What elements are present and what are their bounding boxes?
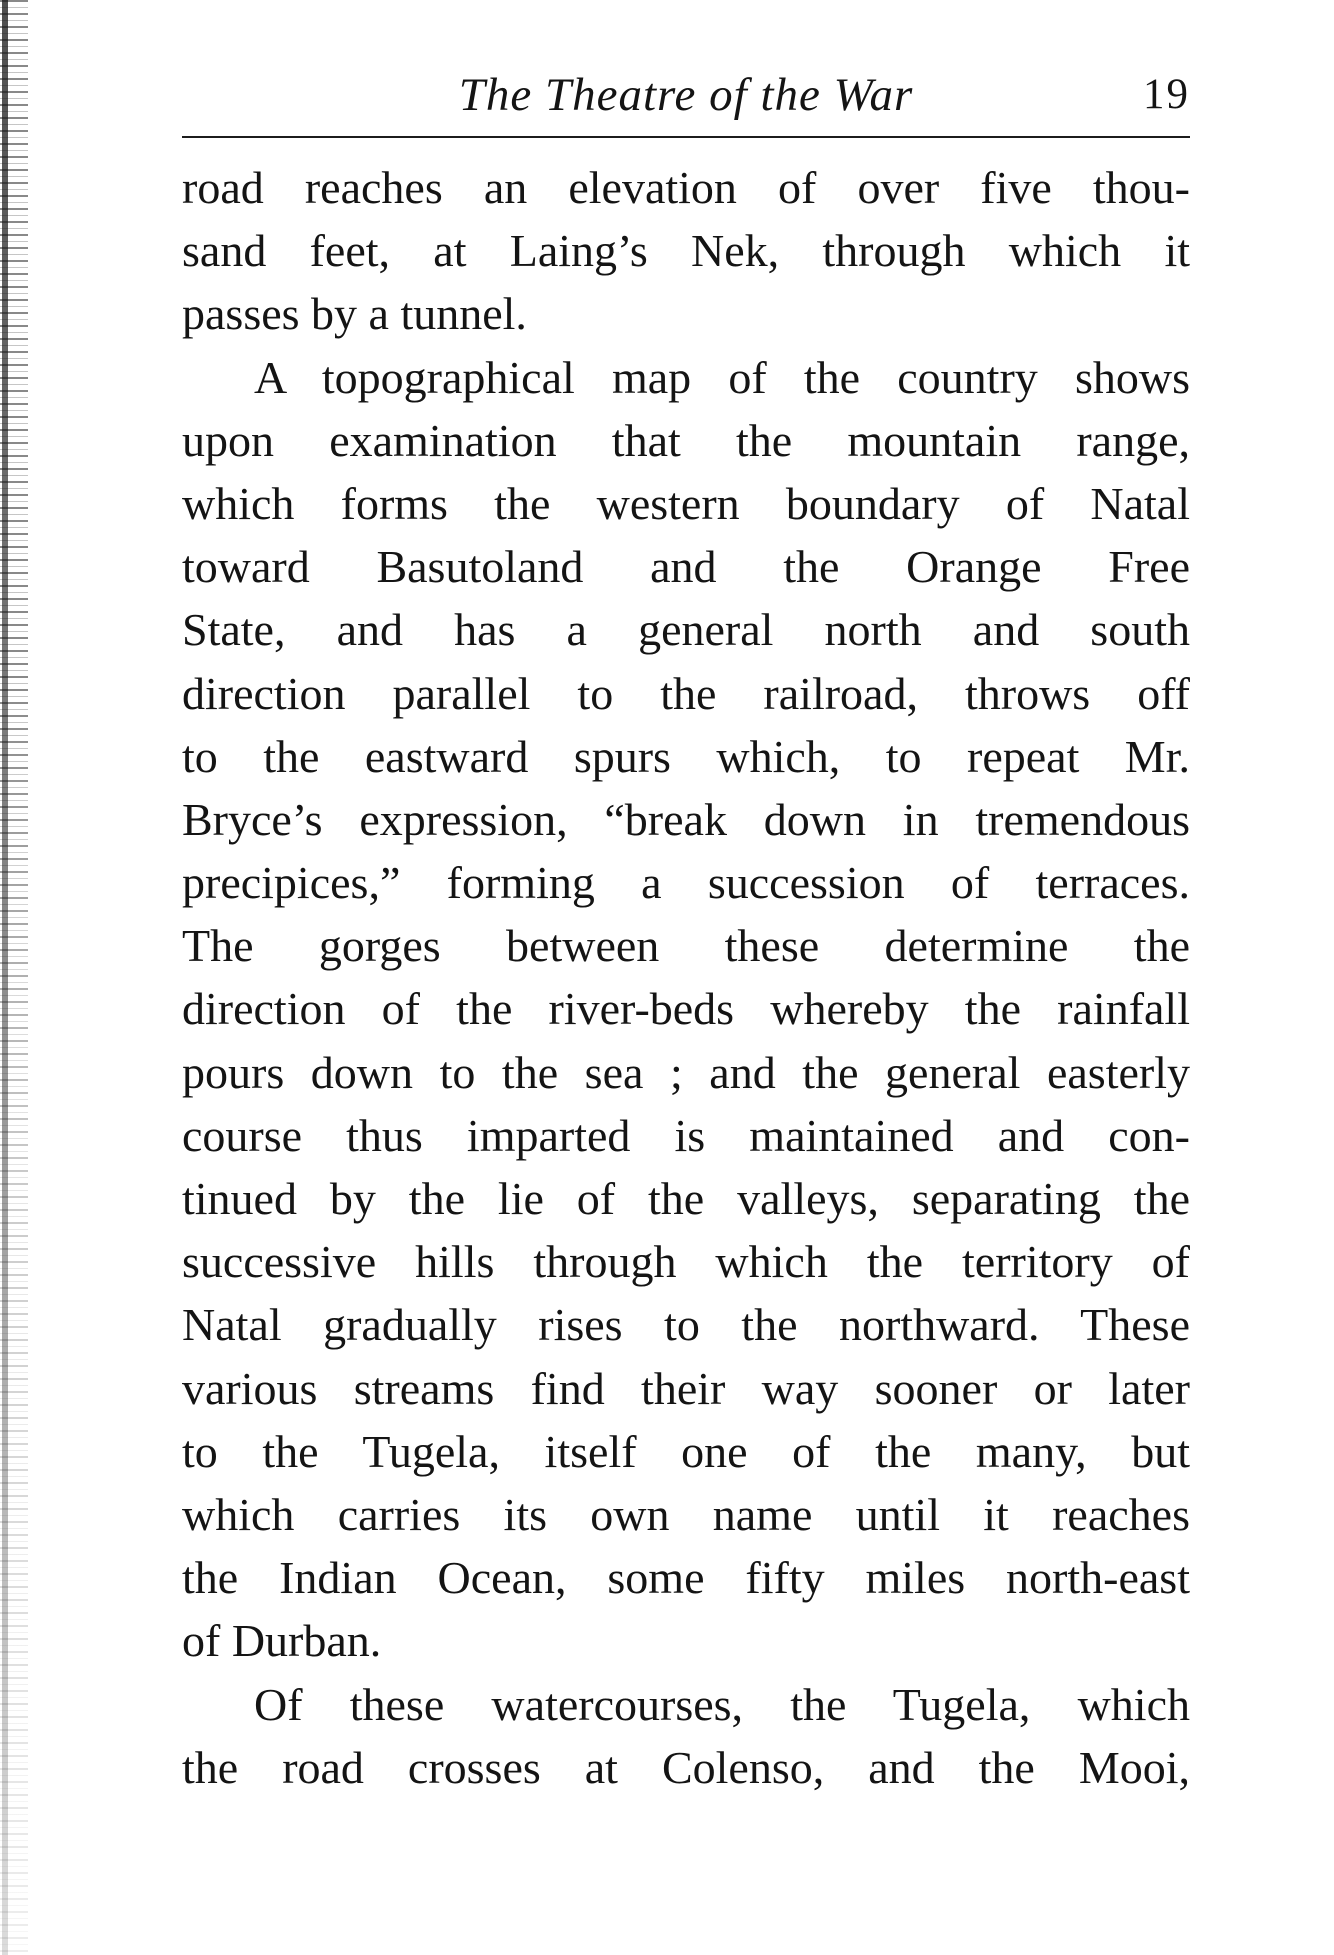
text-line: road reaches an elevation of over five thou-	[182, 162, 1190, 213]
text-line: The gorges between these determine the	[182, 920, 1190, 972]
text-line: State, and has a general north and south	[182, 604, 1190, 656]
text-line: Natal gradually rises to the northward. These	[182, 1299, 1190, 1351]
text-line: sand feet, at Laing’s Nek, through which it	[182, 225, 1190, 277]
text-line: direction of the river-beds whereby the rainfall	[182, 983, 1190, 1035]
body-text	[182, 156, 1190, 1799]
text-line: successive hills through which the territory of	[182, 1236, 1190, 1288]
text-line: toward Basutoland and the Orange Free	[182, 541, 1190, 593]
text-line: to the Tugela, itself one of the many, but	[182, 1425, 1190, 1477]
running-head	[182, 60, 1190, 130]
text-line: which forms the western boundary of Natal	[182, 477, 1190, 529]
text-line: of Durban.	[182, 1615, 382, 1667]
text-line: Bryce’s expression, “break down in tremendous	[182, 793, 1190, 845]
running-head-title: The Theatre of the War	[458, 69, 914, 121]
text-line: A topographical map of the country shows	[254, 351, 1190, 403]
text-line: the Indian Ocean, some fifty miles north-east	[182, 1552, 1190, 1604]
text-line: the road crosses at Colenso, and the Mooi,	[182, 1741, 1190, 1793]
text-line: upon examination that the mountain range,	[182, 414, 1190, 466]
text-line: pours down to the sea ; and the general easterly	[182, 1046, 1190, 1098]
page-gutter-shadow	[2, 0, 8, 1955]
text-line: tinued by the lie of the valleys, separating the	[182, 1173, 1190, 1224]
text-line: which carries its own name until it reaches	[182, 1488, 1190, 1540]
text-line: passes by a tunnel.	[182, 288, 527, 340]
text-line: course thus imparted is maintained and con-	[182, 1109, 1190, 1161]
text-line: various streams find their way sooner or later	[182, 1362, 1190, 1414]
text-line: precipices,” forming a succession of terraces.	[182, 857, 1190, 909]
text-line: direction parallel to the railroad, throws off	[182, 667, 1190, 719]
header-rule	[182, 136, 1190, 138]
text-line: Of these watercourses, the Tugela, which	[254, 1678, 1190, 1730]
text-line: to the eastward spurs which, to repeat Mr.	[182, 730, 1190, 782]
page-number: 19	[1143, 71, 1190, 118]
